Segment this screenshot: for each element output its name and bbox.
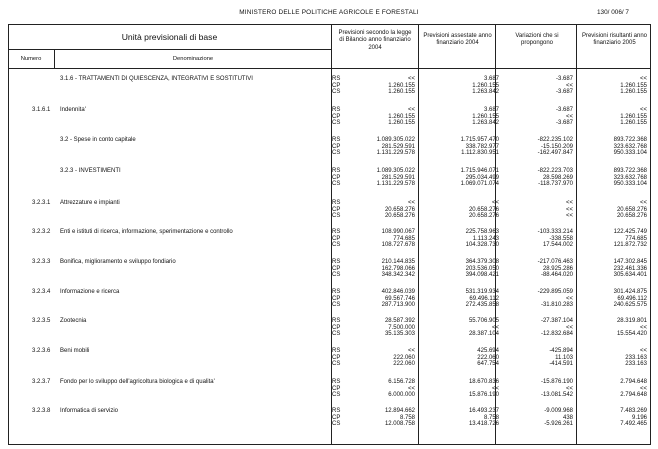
cell-value: 18.670.836 bbox=[468, 379, 499, 385]
cell-value: << bbox=[565, 113, 573, 120]
value-assestate bbox=[415, 200, 499, 220]
cell-value: 233.163 bbox=[625, 361, 647, 368]
cell-value: << bbox=[639, 385, 647, 392]
cell-value: 104.328.730 bbox=[465, 242, 499, 249]
value-risultanti bbox=[578, 408, 647, 428]
cell-value: CP bbox=[332, 174, 341, 181]
cell-value: -3.687 bbox=[555, 76, 573, 82]
cell-value: CP bbox=[332, 265, 341, 272]
cell-value: 108.990.067 bbox=[381, 229, 415, 235]
cell-value: 12.008.758 bbox=[384, 421, 415, 428]
cell-value: -217.076.463 bbox=[537, 259, 573, 265]
cell-value: CP bbox=[332, 143, 341, 150]
cell-value: -15.150.209 bbox=[540, 143, 573, 150]
unita-header: Unità previsionali di base bbox=[121, 32, 218, 42]
cell-value: 55.706.905 bbox=[468, 318, 499, 324]
cell-value: 121.872.732 bbox=[613, 242, 647, 249]
cell-value: 8.758 bbox=[399, 414, 415, 421]
row-number: 3.2.3.2 bbox=[32, 229, 51, 235]
row-denomination: Beni mobili bbox=[60, 348, 90, 354]
cell-value: 1.089.305.022 bbox=[376, 168, 415, 174]
value-bilancio bbox=[340, 289, 415, 309]
cell-value: << bbox=[565, 295, 573, 302]
cell-value: << bbox=[565, 200, 573, 206]
row-denomination: 3.2.3 - INVESTIMENTI bbox=[60, 168, 121, 174]
row-denomination: 3.1.6 - TRATTAMENTI DI QUIESCENZA, INTEGRATIVI E SOSTITUTIVI bbox=[60, 76, 253, 82]
cell-value: 1.260.155 bbox=[388, 82, 415, 89]
value-bilancio bbox=[340, 408, 415, 428]
cell-value: 1.260.155 bbox=[388, 89, 415, 96]
cell-value: 69.496.112 bbox=[469, 295, 499, 302]
cell-value: 28.319.801 bbox=[616, 318, 647, 324]
cell-value: 3.687 bbox=[483, 107, 499, 113]
value-bilancio bbox=[340, 229, 415, 249]
cell-value: -118.737.970 bbox=[538, 181, 573, 188]
cell-value: -9.009.968 bbox=[544, 408, 573, 414]
value-assestate bbox=[415, 408, 499, 428]
cell-value: 1.260.155 bbox=[620, 89, 647, 96]
numero-header: Numero bbox=[20, 56, 42, 62]
column-divider bbox=[576, 24, 577, 445]
value-variazioni bbox=[505, 318, 573, 338]
cell-value: 8.758 bbox=[483, 414, 499, 421]
cell-value: << bbox=[639, 200, 647, 206]
row-number: 3.2.3.4 bbox=[32, 289, 51, 295]
cell-value: CS bbox=[332, 150, 341, 157]
cell-value: 1.260.155 bbox=[620, 120, 647, 127]
row-number: 3.2.3.5 bbox=[32, 318, 51, 324]
cell-value: CS bbox=[332, 89, 341, 96]
cell-value: 20.658.276 bbox=[468, 206, 499, 213]
cell-value: 225.758.963 bbox=[465, 229, 499, 235]
denominazione-header: Denominazione bbox=[172, 56, 214, 62]
cell-value: 2.794.648 bbox=[620, 392, 647, 399]
cell-value: 438 bbox=[562, 414, 573, 421]
cell-value: 281.529.591 bbox=[381, 143, 415, 150]
row-denomination: Enti e istituti di ricerca, informazione, sperimentazione e controllo bbox=[60, 229, 233, 235]
col-header-variazioni: Variazioni che si propongono bbox=[515, 33, 559, 47]
cell-value: 15.554.420 bbox=[616, 331, 647, 338]
cell-value: 17.544.002 bbox=[542, 242, 573, 249]
cell-value: RS bbox=[332, 408, 341, 414]
value-bilancio bbox=[340, 168, 415, 188]
cell-value: << bbox=[565, 206, 573, 213]
cell-value: 323.632.768 bbox=[613, 174, 647, 181]
cell-value: CP bbox=[332, 206, 341, 213]
cell-value: 20.658.276 bbox=[616, 213, 647, 220]
value-bilancio bbox=[340, 259, 415, 279]
cell-value: -3.687 bbox=[555, 89, 573, 96]
cell-value: 281.529.591 bbox=[381, 174, 415, 181]
value-variazioni bbox=[505, 168, 573, 188]
value-variazioni bbox=[505, 259, 573, 279]
row-denomination: Attrezzature e impianti bbox=[60, 200, 120, 206]
cell-value: 16.493.237 bbox=[468, 408, 499, 414]
cell-value: CP bbox=[332, 82, 341, 89]
value-variazioni bbox=[505, 289, 573, 309]
row-denomination: Zootecnia bbox=[60, 318, 87, 324]
cell-value: 305.634.401 bbox=[613, 272, 647, 279]
value-bilancio bbox=[340, 379, 415, 399]
cell-value: 1.069.071.074 bbox=[460, 181, 499, 188]
cell-value: CS bbox=[332, 120, 341, 127]
cell-value: CP bbox=[332, 113, 341, 120]
cell-value: 1.260.155 bbox=[620, 113, 647, 120]
row-denomination: Informatica di servizio bbox=[60, 408, 119, 414]
value-bilancio bbox=[340, 318, 415, 338]
cell-value: -822.235.102 bbox=[537, 137, 573, 143]
cell-value: 1.113.243 bbox=[472, 235, 499, 242]
cell-value: 6.000.000 bbox=[388, 392, 415, 399]
value-risultanti bbox=[578, 76, 647, 96]
cell-value: << bbox=[407, 76, 415, 82]
cell-value: 950.333.104 bbox=[613, 181, 647, 188]
value-risultanti bbox=[578, 200, 647, 220]
cell-value: RS bbox=[332, 379, 341, 385]
cell-value: CP bbox=[332, 354, 341, 361]
cell-value: 1.260.155 bbox=[472, 82, 499, 89]
cell-value: CS bbox=[332, 421, 341, 428]
cell-value: 222.060 bbox=[393, 354, 415, 361]
cell-value: 1.263.842 bbox=[472, 89, 499, 96]
cell-value: << bbox=[491, 200, 499, 206]
cell-value: CS bbox=[332, 392, 341, 399]
cell-value: 2.794.648 bbox=[620, 379, 647, 385]
cell-value: -103.333.214 bbox=[537, 229, 573, 235]
value-risultanti bbox=[578, 348, 647, 368]
cell-value: 122.425.749 bbox=[613, 229, 647, 235]
cell-value: 108.727.678 bbox=[381, 242, 415, 249]
cell-value: 531.319.934 bbox=[465, 289, 499, 295]
value-assestate bbox=[415, 289, 499, 309]
cell-value: 1.263.842 bbox=[472, 120, 499, 127]
cell-value: -162.497.847 bbox=[537, 150, 573, 157]
cell-value: CP bbox=[332, 295, 341, 302]
value-variazioni bbox=[505, 200, 573, 220]
col-header-assestate: Previsioni assestate anno finanziario 2004 bbox=[423, 33, 492, 47]
cell-value: CP bbox=[332, 324, 341, 331]
cell-value: CS bbox=[332, 272, 341, 279]
cell-value: 20.658.276 bbox=[384, 213, 415, 220]
value-variazioni bbox=[505, 408, 573, 428]
cell-value: 364.379.308 bbox=[465, 259, 499, 265]
cell-value: -13.081.542 bbox=[540, 392, 573, 399]
row-number: 3.1.6.1 bbox=[32, 107, 51, 113]
cell-value: 15.876.190 bbox=[468, 392, 499, 399]
value-variazioni bbox=[505, 137, 573, 157]
cell-value: 6.156.728 bbox=[388, 379, 415, 385]
row-number: 3.2.3.1 bbox=[32, 200, 51, 206]
cell-value: 774.685 bbox=[393, 235, 415, 242]
cell-value: -822.223.703 bbox=[537, 168, 573, 174]
cell-value: -3.687 bbox=[555, 107, 573, 113]
cell-value: 1.131.229.578 bbox=[376, 150, 415, 157]
page-number: 130/ 006/ 7 bbox=[597, 9, 629, 16]
value-risultanti bbox=[578, 168, 647, 188]
ministry-title: MINISTERO DELLE POLITICHE AGRICOLE E FORESTALI bbox=[239, 9, 419, 16]
cell-value: CP bbox=[332, 414, 341, 421]
cell-value: 7.483.269 bbox=[620, 408, 647, 414]
cell-value: 1.131.229.578 bbox=[376, 181, 415, 188]
value-risultanti bbox=[578, 107, 647, 127]
col-header-bilancio: Previsioni secondo la legge di Bilancio anno finanziario 2004 bbox=[338, 30, 412, 51]
cell-value: 233.163 bbox=[625, 354, 647, 361]
value-variazioni bbox=[505, 348, 573, 368]
header-divider bbox=[8, 49, 331, 50]
cell-value: 301.424.875 bbox=[613, 289, 647, 295]
row-denomination: 3.2 - Spese in conto capitale bbox=[60, 137, 136, 143]
value-assestate bbox=[415, 379, 499, 399]
value-assestate bbox=[415, 348, 499, 368]
cell-value: << bbox=[407, 200, 415, 206]
value-assestate bbox=[415, 318, 499, 338]
cell-value: 222.060 bbox=[477, 354, 499, 361]
cell-value: -3.687 bbox=[555, 120, 573, 127]
cell-value: 28.587.392 bbox=[384, 318, 415, 324]
cell-value: CS bbox=[332, 213, 341, 220]
cell-value: -15.876.190 bbox=[540, 379, 573, 385]
header-bottom-rule bbox=[8, 68, 651, 69]
cell-value: 338.782.977 bbox=[465, 143, 499, 150]
cell-value: RS bbox=[332, 137, 341, 143]
cell-value: -425.894 bbox=[549, 348, 573, 354]
cell-value: 1.715.957.470 bbox=[460, 137, 499, 143]
cell-value: << bbox=[639, 324, 647, 331]
cell-value: 1.112.830.951 bbox=[461, 150, 499, 157]
cell-value: RS bbox=[332, 168, 341, 174]
cell-value: 3.687 bbox=[483, 76, 499, 82]
cell-value: 272.435.858 bbox=[465, 302, 499, 309]
cell-value: RS bbox=[332, 318, 341, 324]
value-bilancio bbox=[340, 76, 415, 96]
cell-value: 28.925.286 bbox=[542, 265, 573, 272]
cell-value: 35.135.303 bbox=[384, 331, 415, 338]
cell-value: 7.500.000 bbox=[388, 324, 415, 331]
cell-value: 348.342.342 bbox=[381, 272, 415, 279]
cell-value: 774.685 bbox=[625, 235, 647, 242]
row-number: 3.2.3.8 bbox=[32, 408, 51, 414]
cell-value: 1.260.155 bbox=[388, 120, 415, 127]
value-risultanti bbox=[578, 137, 647, 157]
cell-value: 240.625.575 bbox=[613, 302, 647, 309]
cell-value: 287.713.900 bbox=[381, 302, 415, 309]
cell-value: -338.558 bbox=[549, 235, 573, 242]
cell-value: << bbox=[639, 107, 647, 113]
cell-value: CS bbox=[332, 302, 341, 309]
cell-value: 28.387.104 bbox=[468, 331, 499, 338]
cell-value: 11.103 bbox=[555, 354, 573, 361]
value-variazioni bbox=[505, 107, 573, 127]
value-variazioni bbox=[505, 379, 573, 399]
cell-value: RS bbox=[332, 229, 341, 235]
cell-value: CP bbox=[332, 235, 341, 242]
cell-value: << bbox=[565, 82, 573, 89]
cell-value: CS bbox=[332, 331, 341, 338]
cell-value: 323.632.768 bbox=[613, 143, 647, 150]
value-risultanti bbox=[578, 229, 647, 249]
cell-value: 295.034.499 bbox=[465, 174, 499, 181]
cell-value: 7.492.465 bbox=[620, 421, 647, 428]
value-variazioni bbox=[505, 76, 573, 96]
cell-value: 210.144.835 bbox=[381, 259, 415, 265]
value-bilancio bbox=[340, 107, 415, 127]
cell-value: RS bbox=[332, 259, 341, 265]
cell-value: 1.260.155 bbox=[620, 82, 647, 89]
cell-value: << bbox=[407, 348, 415, 354]
cell-value: -88.464.020 bbox=[540, 272, 573, 279]
cell-value: << bbox=[565, 213, 573, 220]
cell-value: 13.418.726 bbox=[468, 421, 499, 428]
cell-value: 950.333.104 bbox=[613, 150, 647, 157]
value-bilancio bbox=[340, 137, 415, 157]
value-assestate bbox=[415, 137, 499, 157]
cell-value: 222.060 bbox=[393, 361, 415, 368]
cell-value: RS bbox=[332, 200, 341, 206]
cell-value: RS bbox=[332, 76, 341, 82]
cell-value: 232.461.336 bbox=[613, 265, 647, 272]
row-denomination: Bonifica, miglioramento e sviluppo fondiario bbox=[60, 259, 176, 265]
cell-value: << bbox=[565, 324, 573, 331]
cell-value: 20.658.276 bbox=[384, 206, 415, 213]
cell-value: RS bbox=[332, 289, 341, 295]
cell-value: CS bbox=[332, 361, 341, 368]
value-risultanti bbox=[578, 379, 647, 399]
cell-value: RS bbox=[332, 107, 341, 113]
value-assestate bbox=[415, 107, 499, 127]
cell-value: << bbox=[491, 324, 499, 331]
value-assestate bbox=[415, 229, 499, 249]
value-assestate bbox=[415, 259, 499, 279]
cell-value: CP bbox=[332, 385, 341, 392]
cell-value: 20.658.276 bbox=[616, 206, 647, 213]
cell-value: 402.846.039 bbox=[381, 289, 415, 295]
cell-value: << bbox=[639, 348, 647, 354]
value-assestate bbox=[415, 168, 499, 188]
cell-value: 647.754 bbox=[477, 361, 499, 368]
value-risultanti bbox=[578, 289, 647, 309]
cell-value: 20.658.276 bbox=[468, 213, 499, 220]
cell-value: RS bbox=[332, 348, 341, 354]
value-bilancio bbox=[340, 348, 415, 368]
cell-value: -12.832.684 bbox=[540, 331, 573, 338]
cell-value: CS bbox=[332, 242, 341, 249]
value-risultanti bbox=[578, 259, 647, 279]
cell-value: 1.260.155 bbox=[472, 113, 499, 120]
row-number: 3.2.3.3 bbox=[32, 259, 51, 265]
row-denomination: Informazione e ricerca bbox=[60, 289, 120, 295]
value-variazioni bbox=[505, 229, 573, 249]
row-denomination: Fondo per lo sviluppo dell'agricoltura biologica e di qualita' bbox=[60, 379, 215, 385]
cell-value: 12.894.662 bbox=[384, 408, 415, 414]
row-denomination: Indennita' bbox=[60, 107, 86, 113]
cell-value: 893.722.368 bbox=[613, 137, 647, 143]
row-number: 3.2.3.7 bbox=[32, 379, 51, 385]
cell-value: 147.302.845 bbox=[613, 259, 647, 265]
cell-value: << bbox=[407, 107, 415, 113]
cell-value: 1.260.155 bbox=[388, 113, 415, 120]
cell-value: -229.895.059 bbox=[537, 289, 573, 295]
cell-value: 69.567.746 bbox=[384, 295, 415, 302]
value-bilancio bbox=[340, 200, 415, 220]
row-number: 3.2.3.6 bbox=[32, 348, 51, 354]
cell-value: 9.196 bbox=[631, 414, 647, 421]
cell-value: 162.798.066 bbox=[381, 265, 415, 272]
cell-value: << bbox=[639, 76, 647, 82]
value-assestate bbox=[415, 76, 499, 96]
cell-value: 394.098.421 bbox=[465, 272, 499, 279]
col-header-risultanti: Previsioni risultanti anno finanziario 2005 bbox=[581, 33, 648, 47]
cell-value: -27.387.104 bbox=[540, 318, 573, 324]
value-risultanti bbox=[578, 318, 647, 338]
cell-value: 203.536.050 bbox=[465, 265, 499, 272]
cell-value: << bbox=[565, 385, 573, 392]
cell-value: 28.598.269 bbox=[542, 174, 573, 181]
cell-value: 425.694 bbox=[477, 348, 499, 354]
cell-value: 1.715.946.071 bbox=[460, 168, 499, 174]
cell-value: 893.722.368 bbox=[613, 168, 647, 174]
cell-value: CS bbox=[332, 181, 341, 188]
cell-value: -31.810.283 bbox=[540, 302, 573, 309]
cell-value: -5.926.261 bbox=[544, 421, 573, 428]
cell-value: 69.496.112 bbox=[617, 295, 647, 302]
cell-value: -414.591 bbox=[549, 361, 573, 368]
cell-value: 1.089.305.022 bbox=[376, 137, 415, 143]
cell-value: << bbox=[491, 385, 499, 392]
cell-value: << bbox=[407, 385, 415, 392]
